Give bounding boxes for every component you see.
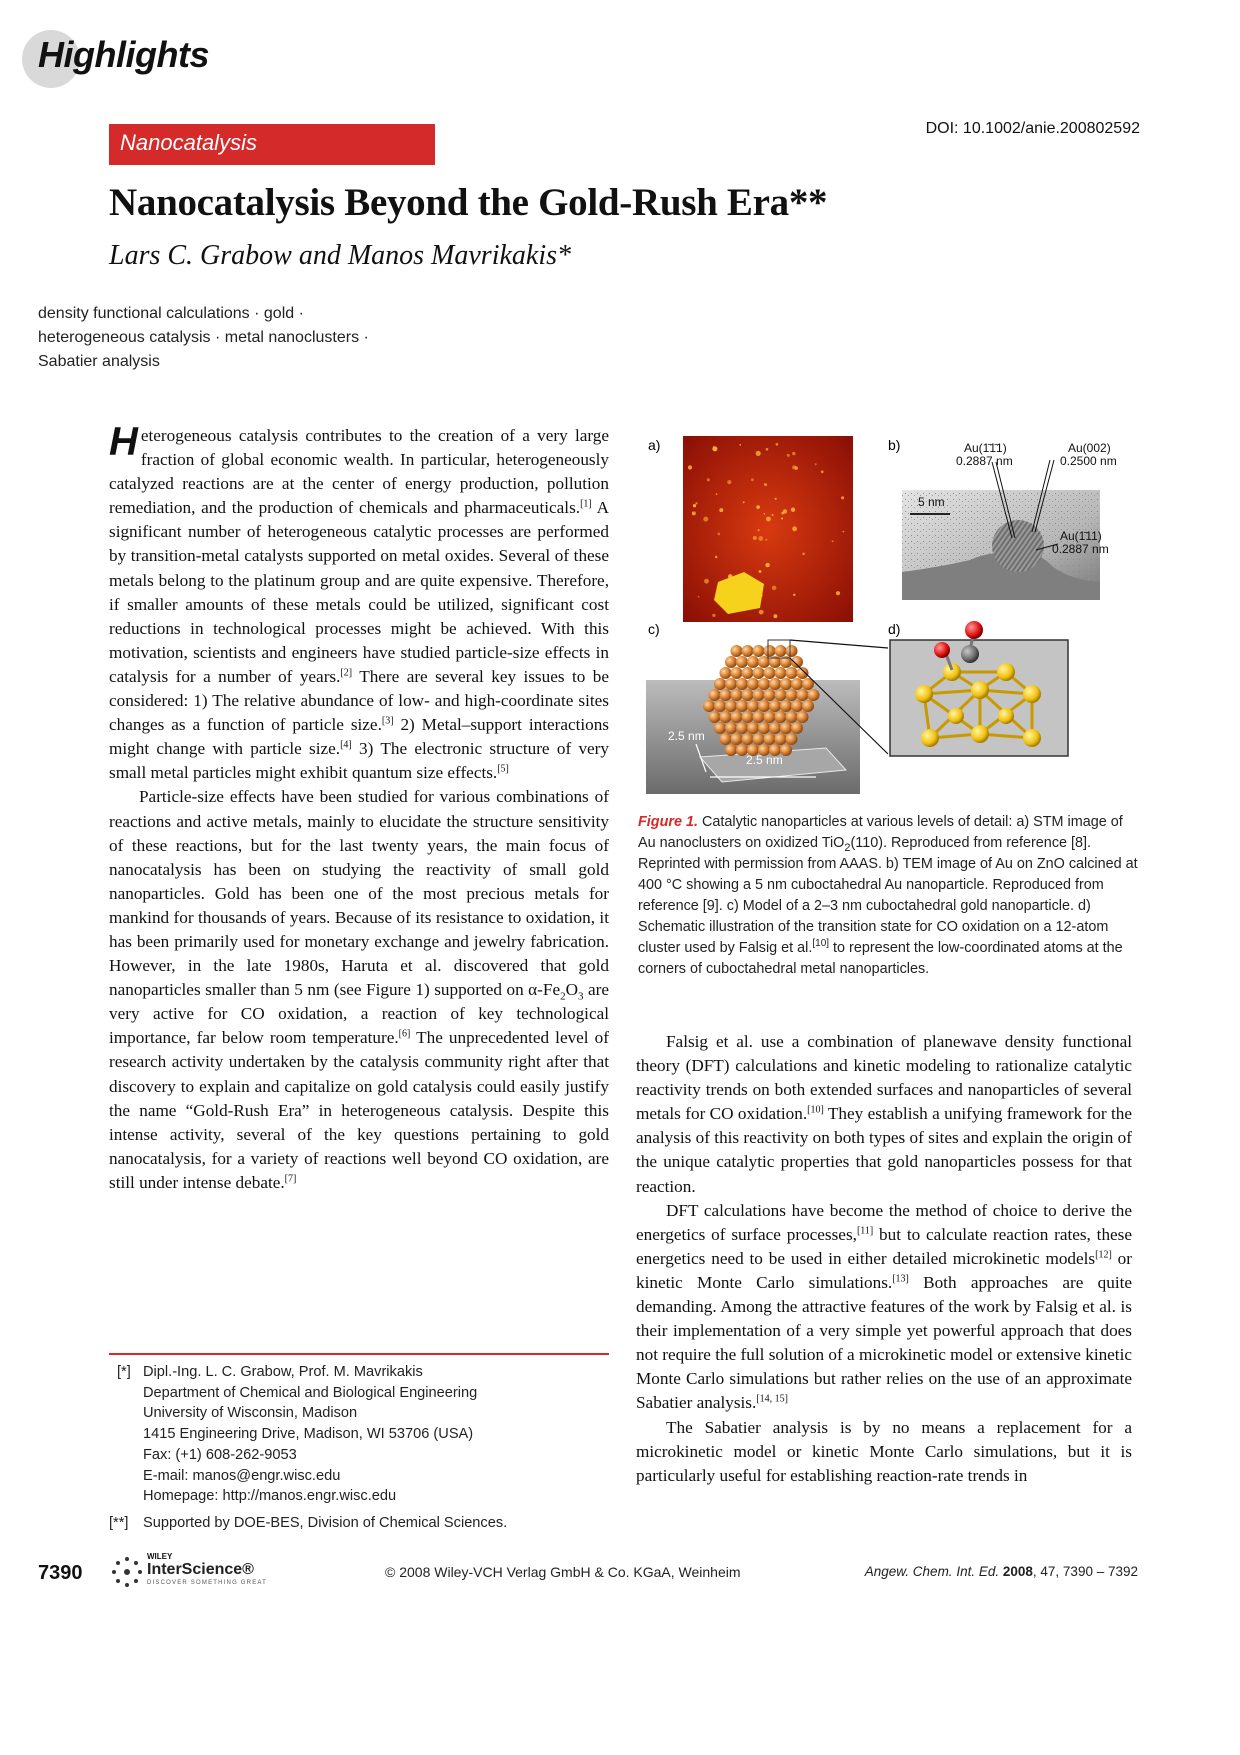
reference[interactable]: [13] <box>892 1273 909 1285</box>
doi[interactable]: DOI: 10.1002/anie.200802592 <box>925 120 1140 137</box>
tem-scale-label: 5 nm <box>918 495 945 509</box>
panel-d-cluster-schematic <box>890 621 1068 756</box>
footnote-funding: Supported by DOE-BES, Division of Chemical Sciences. <box>143 1515 508 1531</box>
panel-label-b: b) <box>888 437 901 453</box>
footnote-divider <box>109 1353 609 1355</box>
drop-cap: H <box>109 420 138 464</box>
tem-label-1: Au(1̄1̄1) <box>964 441 1007 455</box>
reference[interactable]: [2] <box>340 667 353 679</box>
footnote-affiliation: Dipl.-Ing. L. C. Grabow, Prof. M. Mavrikakis Department of Chemical and Biological Engineering University of Wisconsin, Madison 1415 Engineering Drive, Madison, WI 53706 (USA) Fax: (+1) 608-262-9053 E-mail: manos@engr.wisc.edu Homepage: http://manos.engr.wisc.edu <box>143 1362 613 1507</box>
panel-label-a: a) <box>648 437 661 453</box>
reference[interactable]: [14, 15] <box>756 1393 788 1405</box>
footnote-mark: [*] <box>117 1364 131 1380</box>
email-link[interactable]: E-mail: manos@engr.wisc.edu <box>143 1467 341 1484</box>
tem-label-3: Au(1̄11) <box>1060 529 1102 543</box>
interscience-tagline: DISCOVER SOMETHING GREAT <box>147 1580 268 1586</box>
figure-label: Figure 1. <box>638 814 698 830</box>
reference[interactable]: [11] <box>856 1225 874 1237</box>
reference[interactable]: [3] <box>381 715 394 727</box>
model-scale-label-1: 2.5 nm <box>668 729 705 743</box>
tem-label-1-spacing: 0.2887 nm <box>956 454 1013 468</box>
tem-label-2: Au(002) <box>1068 441 1111 455</box>
figure-caption: Figure 1. Catalytic nanoparticles at various levels of detail: a) STM image of Au nanoclusters on oxidized TiO$_2$(110). Reproduced from reference [8]. Reprinted with permission from AAAS. b) TEM image of Au on ZnO calcined at 400 °C showing a 5 nm cuboctahedral Au nanoparticle. Reproduced from reference [9]. c) Model of a 2–3 nm cuboctahedral gold nanoparticle. d) Schematic illustration of the transition state for CO oxidation on a 12-atom cluster used by Falsig et al.[10] to represent the low-coordinated atoms at the corners of cuboctahedral metal nanoparticles. <box>638 814 1138 977</box>
tem-label-3-spacing: 0.2887 nm <box>1052 542 1109 556</box>
keyword-line: heterogeneous catalysis · metal nanoclusters · <box>38 329 369 346</box>
paragraph: The Sabatier analysis is by no means a replacement for a microkinetic model or kinetic Monte Carlo simulations, but it is particularly useful for establishing reaction-rate trends in <box>636 1417 1132 1485</box>
article-authors: Lars C. Grabow and Manos Mavrikakis* <box>109 240 572 271</box>
interscience-logo-text: InterScience® <box>147 1561 254 1578</box>
panel-label-d: d) <box>888 621 901 637</box>
tem-label-2-spacing: 0.2500 nm <box>1060 454 1117 468</box>
copyright: © 2008 Wiley-VCH Verlag GmbH & Co. KGaA, Weinheim <box>385 1564 741 1580</box>
reference[interactable]: [1] <box>580 498 592 510</box>
keyword-line: Sabatier analysis <box>38 353 160 370</box>
journal-citation: Angew. Chem. Int. Ed. 2008, 47, 7390 – 7392 <box>864 1564 1138 1579</box>
article-title: Nanocatalysis Beyond the Gold-Rush Era** <box>109 181 828 224</box>
reference[interactable]: [5] <box>497 763 509 775</box>
paragraph: DFT calculations have become the method of choice to derive the energetics of surface processes,[11] but to calculate reaction rates, these energetics need to be used in either detailed microkinetic models[12] or kinetic Monte Carlo simulations.[13] Both approaches are quite demanding. Among the attractive features of the work by Falsig et al. is their implementation of a very simple yet powerful approach that does not require the full solution of a microkinetic model or extensive kinetic Monte Carlo simulations but rather relies on the use of an approximate Sabatier analysis.[14, 15] <box>636 1200 1132 1413</box>
reference[interactable]: [10] <box>812 938 830 950</box>
body-column-right <box>636 1030 1132 1488</box>
reference[interactable]: [10] <box>807 1104 824 1116</box>
footnote-mark: [**] <box>109 1515 129 1531</box>
homepage-link[interactable]: Homepage: http://manos.engr.wisc.edu <box>143 1488 397 1505</box>
paragraph: Heterogeneous catalysis contributes to the creation of a very large fraction of global economic wealth. In particular, heterogeneously catalyzed reactions are at the center of energy production, pollution remediation, and the production of chemicals and pharmaceuticals.[1] A significant number of heterogeneous catalytic processes are performed by transition-metal catalysts supported on metal oxides. Several of these metals belong to the platinum group and are quite expensive. Therefore, if smaller amounts of these metals could be utilized, significant cost reductions in technological processes might be achieved. With this motivation, scientists and engineers have studied particle-size effects in catalysis for a number of years.[2] There are several key issues to be considered: 1) The relative abundance of low- and high-coordinate sites changes as a function of particle size.[3] 2) Metal–support interactions might change with particle size.[4] 3) The electronic structure of very small metal particles might exhibit quantum size effects.[5] <box>109 420 609 783</box>
body-column-left <box>109 420 609 1195</box>
interscience-logo-icon <box>110 1555 144 1589</box>
figure-1 <box>640 432 1136 798</box>
paragraph: Falsig et al. use a combination of planewave density functional theory (DFT) calculations and kinetic modeling to rationalize catalytic reactivity trends on both extended surfaces and nanoparticles of several metals for CO oxidation.[10] They establish a unifying framework for the analysis of this reactivity on both types of sites and explain the origin of the unique catalytic properties that gold nanoparticles possess for that reaction. <box>636 1032 1132 1196</box>
panel-c-nanoparticle-model <box>646 640 860 794</box>
panel-a-stm-image <box>683 436 853 622</box>
paragraph: Particle-size effects have been studied for various combinations of reactions and active metals, mainly to elucidate the structure sensitivity of these reactions, but for the last twenty years, the main focus of nanocatalysis has been on studying the reactivity of small gold nanoparticles. Gold has been one of the most precious metals for mankind for thousands of years. Because of its resistance to oxidation, it has been primarily used for monetary exchange and jewelry fabrication. However, in the late 1980s, Haruta et al. discovered that gold nanoparticles smaller than 5 nm (see Figure 1) supported on $\alpha-Fe_2O_3$ are very active for CO oxidation, a reaction of key technological importance, far below room temperature.[6] The unprecedented level of research activity undertaken by the catalysis community right after that discovery to explain and capitalize on gold catalysis could easily justify the name “Gold-Rush Era” in heterogeneous catalysis. Despite this intense activity, several of the key questions pertaining to gold nanocatalysis, for a variety of reactions well beyond CO oxidation, are still under intense debate.[7] <box>109 787 609 1192</box>
section-tag: Highlights <box>38 34 209 75</box>
reference[interactable]: [4] <box>340 739 352 751</box>
model-scale-label-2: 2.5 nm <box>746 753 783 767</box>
panel-label-c: c) <box>648 621 660 637</box>
reference[interactable]: [12] <box>1095 1249 1112 1261</box>
reference[interactable]: [7] <box>284 1173 297 1185</box>
keyword-line: density functional calculations · gold · <box>38 305 304 322</box>
reference[interactable]: [6] <box>398 1028 411 1040</box>
category-label: Nanocatalysis <box>120 130 257 155</box>
wiley-logo-text: WILEY <box>147 1552 173 1561</box>
page-number: 7390 <box>38 1562 83 1584</box>
keywords <box>38 302 369 374</box>
